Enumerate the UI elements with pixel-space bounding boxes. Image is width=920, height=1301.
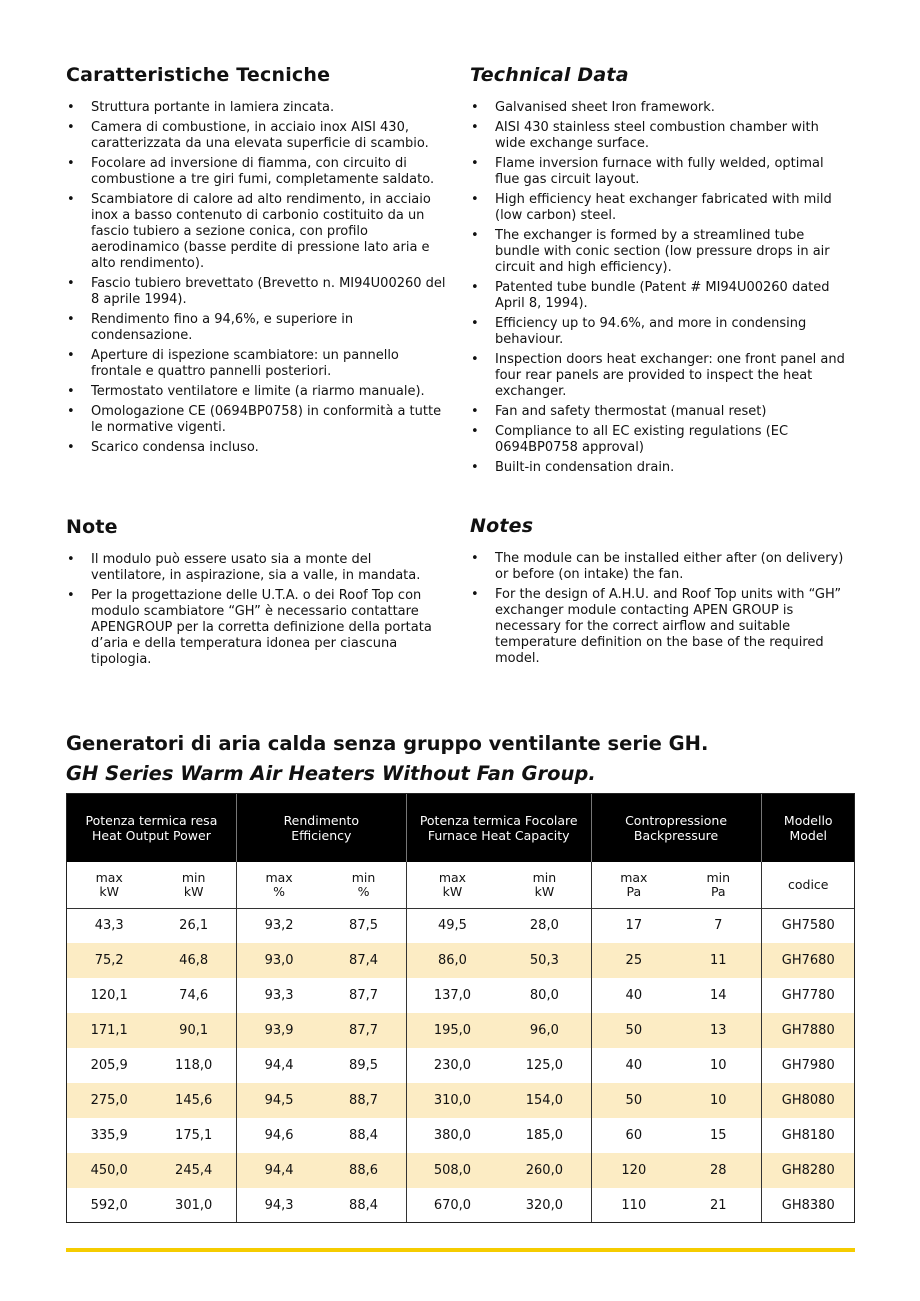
- table-cell: 145,6: [151, 1083, 236, 1118]
- header-en: Heat Output Power: [92, 827, 211, 843]
- subheader-label: max: [620, 869, 648, 885]
- table-cell: 26,1: [179, 918, 209, 934]
- header-en: Model: [789, 827, 828, 843]
- column-group-header: [591, 793, 761, 862]
- table-cell: 301,0: [175, 1198, 213, 1213]
- table-cell: GH8180: [761, 1118, 855, 1153]
- subheader-cell: [676, 862, 761, 908]
- table-cell: 175,1: [175, 1128, 213, 1143]
- table-cell: 320,0: [525, 1198, 563, 1213]
- table-cell: 14: [710, 988, 727, 1003]
- header-it: Contropressione: [625, 812, 728, 828]
- header-en: Furnace Heat Capacity: [427, 827, 570, 843]
- list-item: • Il modulo può essere usato sia a monte del ventilatore, in aspirazione, sia a valle, in mandata.: [66, 552, 446, 584]
- subheader-unit: kW: [534, 883, 555, 899]
- subheader-label: codice: [788, 876, 829, 892]
- table-cell: 450,0: [67, 1153, 152, 1188]
- list-item: • Efficiency up to 94.6%, and more in condensing behaviour.: [470, 316, 850, 348]
- table-cell: 40: [591, 978, 676, 1013]
- table-row: [67, 978, 856, 1013]
- subheader-label: min: [351, 869, 376, 885]
- list-item: • Fascio tubiero brevettato (Brevetto n. MI94U00260 del 8 aprile 1994).: [66, 276, 446, 308]
- table-cell: GH7780: [761, 978, 855, 1013]
- list-item: • Camera di combustione, in acciaio inox AISI 430, caratterizzata da una elevata superficie di scambio.: [66, 120, 446, 152]
- table-cell: 93,9: [236, 1013, 321, 1048]
- table-row: [67, 1013, 856, 1048]
- table-cell: 88,7: [321, 1083, 406, 1118]
- table-cell: 205,9: [67, 1048, 152, 1083]
- list-item: • Galvanised sheet Iron framework.: [470, 100, 850, 116]
- list-item: • Patented tube bundle (Patent # MI94U00260 dated April 8, 1994).: [470, 280, 850, 312]
- header-en: Backpressure: [633, 827, 719, 843]
- list-item: • Scambiatore di calore ad alto rendimento, in acciaio inox a basso contenuto di carbonio costituito da un fascio tubiero a sezione conica, con profilo aerodinamico (basse perdite di pressione lato aria e alto rendimento).: [66, 192, 446, 272]
- list-item: • AISI 430 stainless steel combustion chamber with wide exchange surface.: [470, 120, 850, 152]
- subheader-unit: kW: [442, 883, 463, 899]
- section-title: Technical Data: [470, 64, 629, 86]
- table-cell: GH7680: [761, 943, 855, 978]
- list-item: • Omologazione CE (0694BP0758) in conformità a tutte le normative vigenti.: [66, 404, 446, 436]
- list-item: • Aperture di ispezione scambiatore: un pannello frontale e quattro pannelli posteriori.: [66, 348, 446, 380]
- table-cell: 120: [591, 1153, 676, 1188]
- table-cell: 50,3: [498, 943, 591, 978]
- list-item: • Focolare ad inversione di fiamma, con circuito di combustione a tre giri fumi, completamente saldato.: [66, 156, 446, 188]
- table-cell: 87,4: [321, 943, 406, 978]
- subheader-cell: [151, 862, 236, 908]
- table-cell: 90,1: [151, 1013, 236, 1048]
- table-cell: 88,4: [349, 1128, 378, 1143]
- table-cell: 508,0: [406, 1153, 498, 1188]
- section-title: Notes: [470, 515, 534, 537]
- table-cell: 49,5: [406, 908, 498, 943]
- feature-list: [66, 100, 446, 456]
- notes-list: [66, 552, 446, 668]
- list-item: • High efficiency heat exchanger fabricated with mild (low carbon) steel.: [470, 192, 850, 224]
- footer-rule: [66, 1248, 855, 1252]
- table-row: [67, 1083, 856, 1118]
- list-item: • Rendimento fino a 94,6%, e superiore in condensazione.: [66, 312, 446, 344]
- list-item: • Compliance to all EC existing regulations (EC 0694BP0758 approval): [470, 424, 850, 456]
- section-title: Note: [66, 516, 118, 538]
- table-row: [67, 1118, 856, 1153]
- table-cell: 10: [676, 1083, 761, 1118]
- table-cell: 230,0: [406, 1048, 498, 1083]
- subheader-row: [67, 862, 856, 908]
- table-cell: 195,0: [406, 1013, 498, 1048]
- subheader-cell: [498, 862, 591, 908]
- table-cell: 93,0: [236, 943, 321, 978]
- header-it: Modello: [783, 812, 833, 828]
- table-cell: 245,4: [151, 1153, 236, 1188]
- table-cell: 171,1: [67, 1013, 152, 1048]
- table-cell: 17: [591, 908, 676, 943]
- table-cell: 96,0: [498, 1013, 591, 1048]
- table-cell: GH7880: [761, 1013, 855, 1048]
- list-item: • Inspection doors heat exchanger: one front panel and four rear panels are provided to inspect the heat exchanger.: [470, 352, 850, 400]
- table-cell: GH8280: [761, 1153, 855, 1188]
- subheader-cell: [591, 862, 676, 908]
- table-row: [67, 1188, 856, 1223]
- list-item: • Flame inversion furnace with fully welded, optimal flue gas circuit layout.: [470, 156, 850, 188]
- table-cell: 87,5: [349, 918, 378, 934]
- it-features-section: [66, 64, 446, 460]
- section-title: Caratteristiche Tecniche: [66, 64, 331, 86]
- table-cell: 74,6: [179, 988, 209, 1003]
- table-cell: 260,0: [498, 1153, 591, 1188]
- list-item: • The exchanger is formed by a streamlined tube bundle with conic section (low pressure drops in air circuit and high efficiency).: [470, 228, 850, 276]
- table-title-it: Generatori di aria calda senza gruppo ventilante serie GH.: [66, 732, 709, 755]
- subheader-label: min: [181, 869, 206, 885]
- table-cell: GH7980: [761, 1048, 855, 1083]
- subheader-cell: [321, 862, 406, 908]
- column-group-header: [236, 793, 406, 862]
- table-cell: 275,0: [67, 1083, 152, 1118]
- subheader-unit: %: [273, 883, 286, 899]
- table-cell: 60: [591, 1118, 676, 1153]
- table-cell: GH8080: [761, 1083, 855, 1118]
- subheader-unit: kW: [183, 883, 204, 899]
- table-row: [67, 943, 856, 978]
- en-notes-section: [470, 515, 850, 671]
- table-cell: GH8380: [761, 1188, 855, 1223]
- table-cell: 125,0: [525, 1058, 563, 1073]
- table-cell: 94,3: [236, 1188, 321, 1223]
- table-cell: 310,0: [406, 1083, 498, 1118]
- table-cell: 137,0: [406, 978, 498, 1013]
- table-row: [67, 908, 856, 943]
- list-item: • Struttura portante in lamiera zincata.: [66, 100, 446, 116]
- table-cell: 15: [710, 1128, 727, 1143]
- header-it: Potenza termica Focolare: [419, 812, 578, 828]
- table-cell: 87,7: [321, 1013, 406, 1048]
- table-cell: 154,0: [498, 1083, 591, 1118]
- subheader-unit: Pa: [710, 883, 726, 899]
- table-cell: 118,0: [175, 1058, 213, 1073]
- table-cell: 21: [710, 1198, 727, 1213]
- header-it: Potenza termica resa: [85, 812, 218, 828]
- table-cell: 7: [714, 918, 723, 934]
- en-features-section: [470, 64, 850, 480]
- table-title-en: GH Series Warm Air Heaters Without Fan Group.: [66, 762, 596, 785]
- list-item: • Per la progettazione delle U.T.A. o dei Roof Top con modulo scambiatore “GH” è necessario contattare APENGROUP per la corretta definizione della portata d’aria e della temperatura idonea per ciascuna tipologia.: [66, 588, 446, 668]
- table-cell: 88,4: [349, 1198, 378, 1213]
- table-row: [67, 1153, 856, 1188]
- table-cell: 80,0: [529, 988, 559, 1003]
- subheader-unit: kW: [99, 883, 120, 899]
- table-cell: 89,5: [349, 1058, 378, 1073]
- table-cell: 46,8: [151, 943, 236, 978]
- list-item: • Built-in condensation drain.: [470, 460, 850, 476]
- table-cell: 670,0: [406, 1188, 498, 1223]
- subheader-cell: [761, 862, 855, 908]
- table-row: [67, 1048, 856, 1083]
- list-item: • Termostato ventilatore e limite (a riarmo manuale).: [66, 384, 446, 400]
- feature-list: [470, 100, 850, 476]
- table-cell: 28,0: [529, 918, 559, 934]
- table-cell: 120,1: [67, 978, 152, 1013]
- subheader-label: max: [438, 869, 467, 885]
- column-group-header: [67, 793, 237, 862]
- table-cell: 380,0: [406, 1118, 498, 1153]
- table-cell: 335,9: [67, 1118, 152, 1153]
- list-item: • The module can be installed either after (on delivery) or before (on intake) the fan.: [470, 551, 850, 583]
- column-group-header: [406, 793, 591, 862]
- subheader-unit: %: [357, 883, 370, 899]
- column-group-header: [761, 793, 855, 862]
- table-cell: 94,6: [236, 1118, 321, 1153]
- list-item: • Scarico condensa incluso.: [66, 440, 446, 456]
- table-cell: 10: [710, 1058, 727, 1073]
- table-cell: 94,4: [236, 1153, 321, 1188]
- table-cell: 110: [591, 1188, 676, 1223]
- table-cell: 87,7: [349, 988, 378, 1003]
- table-cell: 40: [591, 1048, 676, 1083]
- table-cell: 93,2: [236, 908, 321, 943]
- subheader-label: min: [532, 869, 557, 885]
- table-cell: 25: [591, 943, 676, 978]
- table-cell: 86,0: [406, 943, 498, 978]
- list-item: • Fan and safety thermostat (manual reset): [470, 404, 850, 420]
- table-cell: 50: [591, 1083, 676, 1118]
- subheader-cell: [406, 862, 498, 908]
- table-cell: 185,0: [525, 1128, 563, 1143]
- table-cell: 592,0: [67, 1188, 152, 1223]
- table-cell: 88,6: [321, 1153, 406, 1188]
- table-cell: 75,2: [67, 943, 152, 978]
- header-it: Rendimento: [283, 812, 360, 828]
- subheader-label: min: [706, 869, 731, 885]
- table-cell: 11: [676, 943, 761, 978]
- table-cell: 28: [676, 1153, 761, 1188]
- table-cell: 50: [591, 1013, 676, 1048]
- table-cell: GH7580: [761, 908, 855, 943]
- subheader-unit: Pa: [626, 883, 642, 899]
- table-cell: 13: [676, 1013, 761, 1048]
- notes-list: [470, 551, 850, 667]
- it-notes-section: [66, 516, 446, 672]
- list-item: • For the design of A.H.U. and Roof Top units with “GH” exchanger module contacting APEN GROUP is necessary for the correct airflow and suitable temperature definition on the base of the required model.: [470, 587, 850, 667]
- subheader-cell: [236, 862, 321, 908]
- header-en: Efficiency: [291, 827, 352, 843]
- subheader-label: max: [95, 869, 123, 885]
- subheader-cell: [67, 862, 152, 908]
- table-cell: 94,5: [236, 1083, 321, 1118]
- table-cell: 43,3: [67, 908, 152, 943]
- table-cell: 94,4: [236, 1048, 321, 1083]
- table-cell: 93,3: [236, 978, 321, 1013]
- subheader-label: max: [265, 869, 293, 885]
- specs-table: [66, 793, 855, 1223]
